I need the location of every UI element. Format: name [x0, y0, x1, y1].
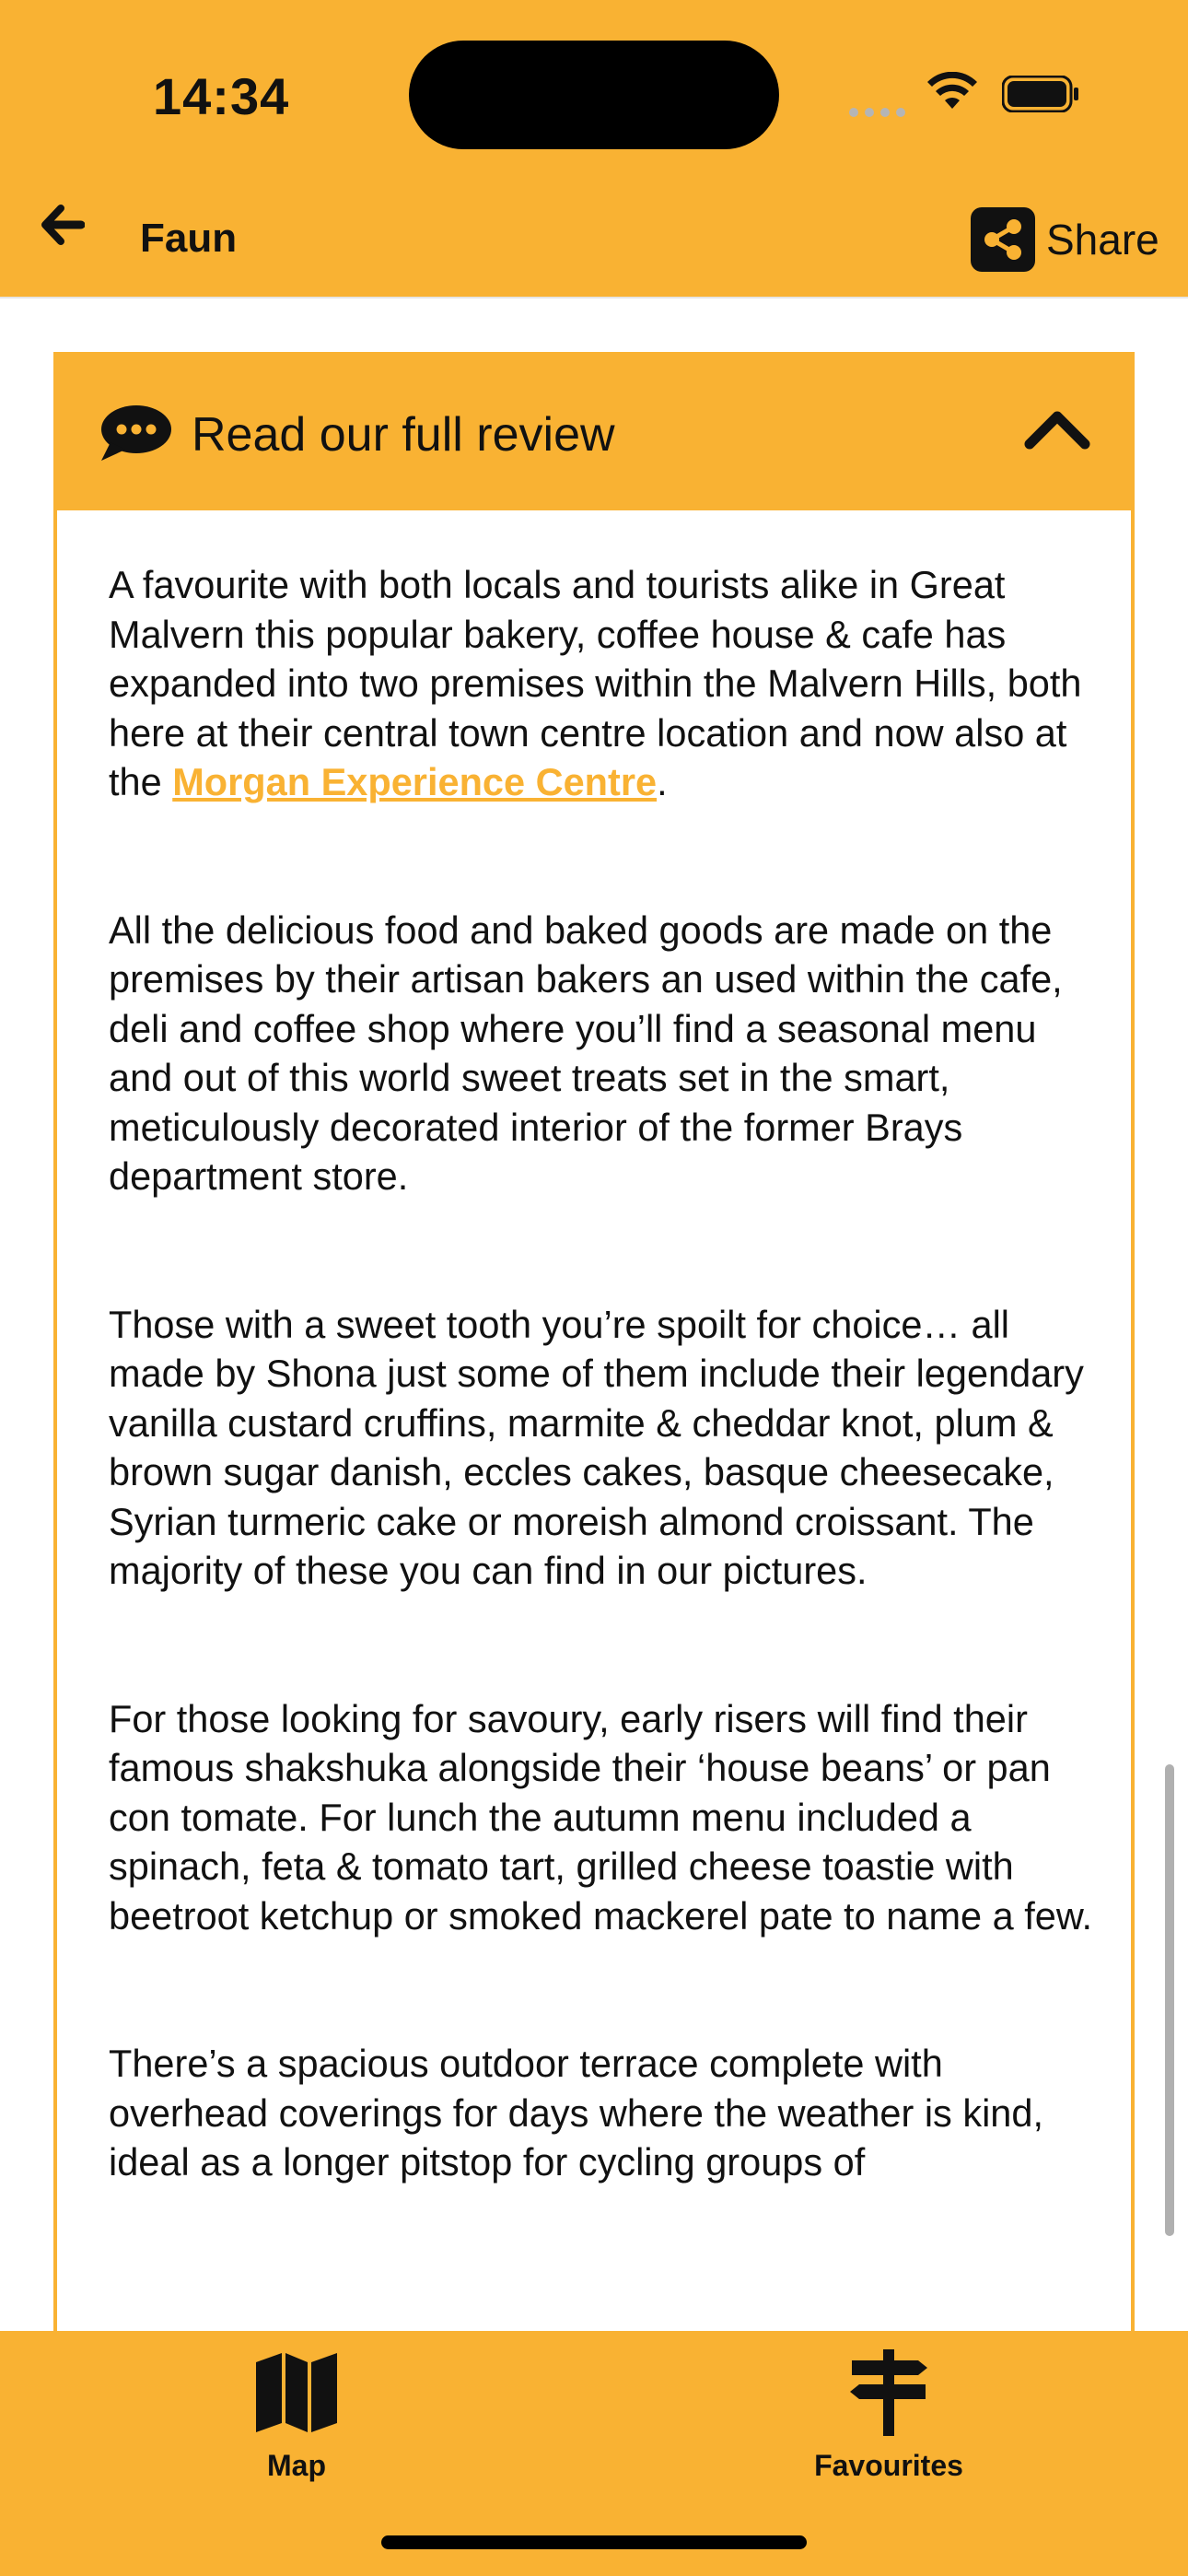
arrow-left-icon [41, 203, 85, 247]
review-card [53, 352, 1135, 2576]
home-indicator[interactable] [381, 2535, 807, 2549]
review-paragraph-text: A favourite with both locals and tourists alike in Great Malvern this popular bakery, coffee house & cafe has expanded into two premises within the Malvern Hills, both here at their central town centre location and now also at the [109, 563, 1082, 803]
wifi-icon [926, 72, 978, 112]
review-paragraph: For those looking for savoury, early risers will find their famous shakshuka alongside their ‘house beans’ or pan con tomate. For lunch the autumn menu included a spinach, feta & tomato tart, grilled cheese toastie with beetroot ketchup or smoked mackerel pate to name a few. [109, 1696, 1093, 1938]
review-paragraph [109, 560, 1094, 807]
chat-bubble-icon [98, 404, 173, 464]
review-body [109, 560, 1094, 2286]
share-button[interactable] [971, 206, 1159, 273]
share-label: Share [1046, 216, 1159, 263]
battery-icon [1002, 76, 1079, 112]
page-title: Faun [140, 216, 238, 261]
review-paragraph-end: . [657, 760, 668, 803]
signpost-icon [844, 2349, 933, 2438]
app-header [0, 0, 1188, 299]
review-accordion-header[interactable] [57, 356, 1131, 510]
tab-label: Favourites [814, 2449, 963, 2482]
tab-favourites[interactable] [751, 2331, 1027, 2515]
share-icon [971, 207, 1035, 272]
cellular-signal-icon [849, 105, 912, 122]
review-paragraph: All the delicious food and baked goods are made on the premises by their artisan bakers an used within the cafe, deli and coffee shop where you’ll find a seasonal menu and out of this world sweet treats set in the smart, meticulously decorated interior of the former Brays department store. [109, 907, 1063, 1198]
tab-map[interactable] [158, 2331, 435, 2515]
back-button[interactable] [41, 203, 99, 262]
review-paragraph: There’s a spacious outdoor terrace complete with overhead coverings for days where the weather is kind, ideal as a longer pitstop for cycling groups of [109, 2042, 1043, 2184]
chevron-up-icon[interactable] [1024, 407, 1090, 451]
morgan-experience-centre-link[interactable]: Morgan Experience Centre [172, 760, 658, 803]
status-time: 14:34 [153, 67, 290, 125]
review-title: Read our full review [192, 408, 615, 462]
dynamic-island [409, 41, 779, 149]
map-icon [254, 2349, 339, 2434]
review-paragraph: Those with a sweet tooth you’re spoilt for choice… all made by Shona just some of them include their legendary vanilla custard cruffins, marmite & cheddar knot, plum & brown sugar danish, eccles cakes, basque cheesecake, Syrian turmeric cake or moreish almond croissant. The majority of these you can find in our pictures. [109, 1302, 1084, 1592]
scroll-indicator[interactable] [1165, 1764, 1174, 2236]
tab-label: Map [267, 2449, 326, 2482]
status-icons [849, 72, 1079, 118]
